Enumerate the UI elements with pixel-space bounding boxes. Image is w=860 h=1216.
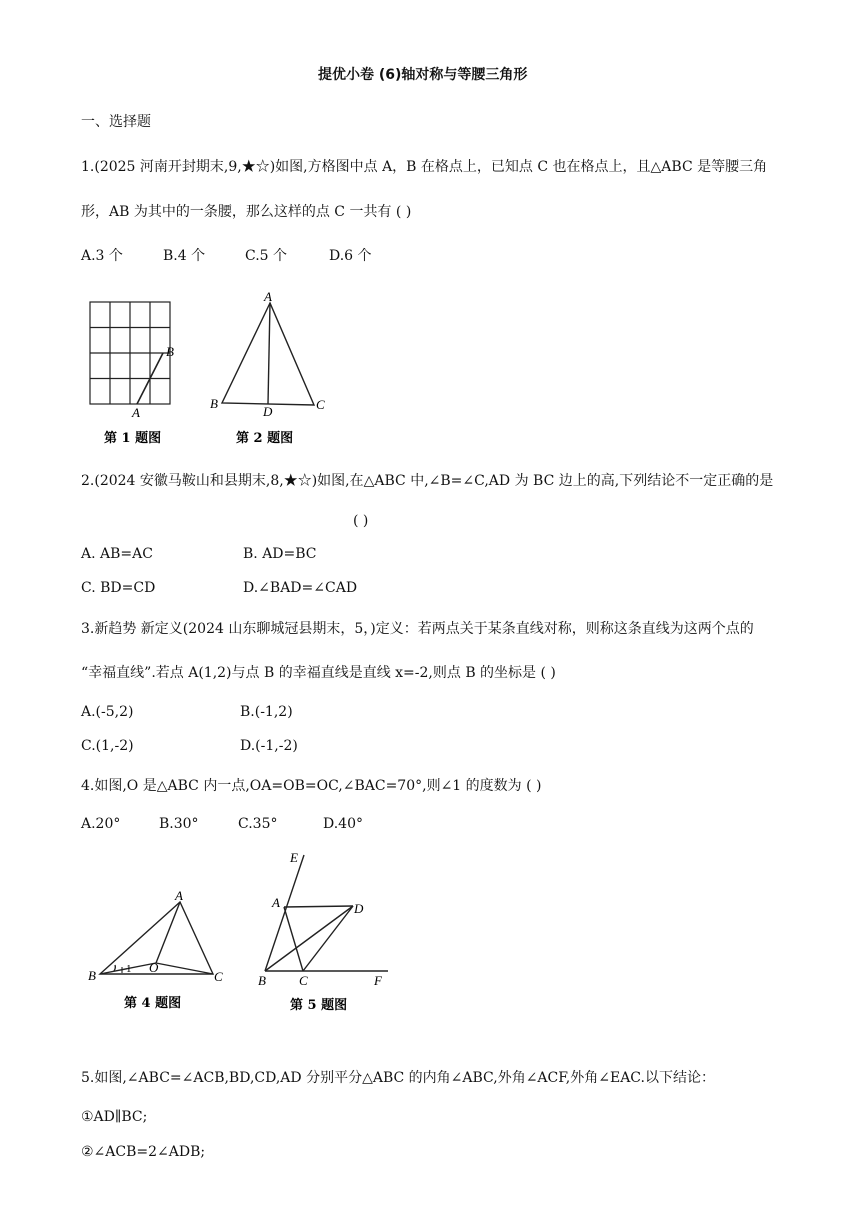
q2-text-line1: 2.(2024 安徽马鞍山和县期末,8,★☆)如图,在△ABC 中,∠B=∠C,AD 为 BC 边上的高,下列结论不一定正确的是 xyxy=(81,473,774,489)
q4-option-c: C.35° xyxy=(238,816,278,832)
q4-text-line1: 4.如图,O 是△ABC 内一点,OA=OB=OC,∠BAC=70°,则∠1 的度数为 ( ) xyxy=(81,778,542,794)
q5-text-line1: 5.如图,∠ABC=∠ACB,BD,CD,AD 分别平分△ABC 的内角∠ABC,外角∠ACF,外角∠EAC.以下结论： xyxy=(81,1070,715,1086)
segment-ac xyxy=(284,907,303,971)
q1-option-b: B.4 个 xyxy=(163,248,206,264)
figure-5-triangle xyxy=(250,845,400,1020)
fig1-caption: 第 1 题图 xyxy=(104,431,162,446)
fig4-label-c: C xyxy=(214,969,223,984)
figure-1-grid xyxy=(80,290,210,450)
figure-4-triangle xyxy=(80,880,240,1020)
fig1-label-a: A xyxy=(132,405,140,420)
figure-2-triangle xyxy=(200,285,340,450)
segment-cd xyxy=(303,906,353,971)
fig4-label-angle-1: 1 xyxy=(126,963,132,975)
q5-item-2: ②∠ACB=2∠ADB; xyxy=(81,1144,206,1160)
fig2-label-d: D xyxy=(263,404,273,419)
fig5-label-a: A xyxy=(272,895,280,910)
q1-text-line2: 形，AB 为其中的一条腰，那么这样的点 C 一共有 ( ) xyxy=(81,204,412,220)
q2-option-d: D.∠BAD=∠CAD xyxy=(243,580,358,596)
q2-text-line2: ( ) xyxy=(353,513,369,529)
q5-item-1: ①AD∥BC; xyxy=(81,1109,148,1125)
fig2-label-a: A xyxy=(264,289,272,304)
q3-option-b: B.(-1,2) xyxy=(240,704,293,720)
fig2-label-c: C xyxy=(316,397,325,412)
q3-option-c: C.(1,-2) xyxy=(81,738,134,754)
fig5-label-c: C xyxy=(299,973,308,988)
segment-bd xyxy=(265,906,353,971)
angle-1-arc xyxy=(114,965,115,971)
fig5-label-b: B xyxy=(258,973,266,988)
q3-text-line2: “幸福直线”.若点 A(1,2)与点 B 的幸福直线是直线 x=-2,则点 B 的坐标是 ( ) xyxy=(81,665,556,681)
q1-text-line1: 1.(2025 河南开封期末,9,★☆)如图,方格图中点 A，B 在格点上，已知点 C 也在格点上，且△ABC 是等腰三角 xyxy=(81,159,768,175)
segment-oa xyxy=(156,902,180,963)
q3-option-d: D.(-1,-2) xyxy=(240,738,298,754)
fig1-label-b: B xyxy=(166,344,174,359)
fig4-label-b: B xyxy=(88,968,96,983)
segment-ad xyxy=(284,906,353,907)
q4-option-b: B.30° xyxy=(159,816,199,832)
fig2-label-b: B xyxy=(210,396,218,411)
q3-option-a: A.(-5,2) xyxy=(81,704,134,720)
q2-option-b: B. AD=BC xyxy=(243,546,317,562)
fig5-caption: 第 5 题图 xyxy=(290,998,348,1013)
fig4-caption: 第 4 题图 xyxy=(124,996,182,1011)
q1-option-d: D.6 个 xyxy=(329,248,372,264)
fig5-label-d: D xyxy=(354,901,364,916)
q2-option-a: A. AB=AC xyxy=(81,546,153,562)
q2-option-c: C. BD=CD xyxy=(81,580,156,596)
q4-option-d: D.40° xyxy=(323,816,363,832)
section-heading: 一、选择题 xyxy=(81,114,151,130)
q4-option-a: A.20° xyxy=(81,816,121,832)
q1-option-c: C.5 个 xyxy=(245,248,288,264)
q3-text-line1: 3.新趋势 新定义(2024 山东聊城冠县期末，5，)定义：若两点关于某条直线对称，则称这条直线为这两个点的 xyxy=(81,621,754,637)
fig4-label-o: O xyxy=(149,960,159,975)
segment-oc xyxy=(156,963,213,974)
fig4-label-a: A xyxy=(175,888,183,903)
grid-lines xyxy=(90,302,170,404)
fig5-label-f: F xyxy=(374,973,382,988)
altitude-ad xyxy=(268,303,270,404)
fig5-label-e: E xyxy=(290,850,298,865)
q1-option-a: A.3 个 xyxy=(81,248,123,264)
fig2-caption: 第 2 题图 xyxy=(236,431,294,446)
page-title: 提优小卷 (6)轴对称与等腰三角形 xyxy=(318,67,528,83)
